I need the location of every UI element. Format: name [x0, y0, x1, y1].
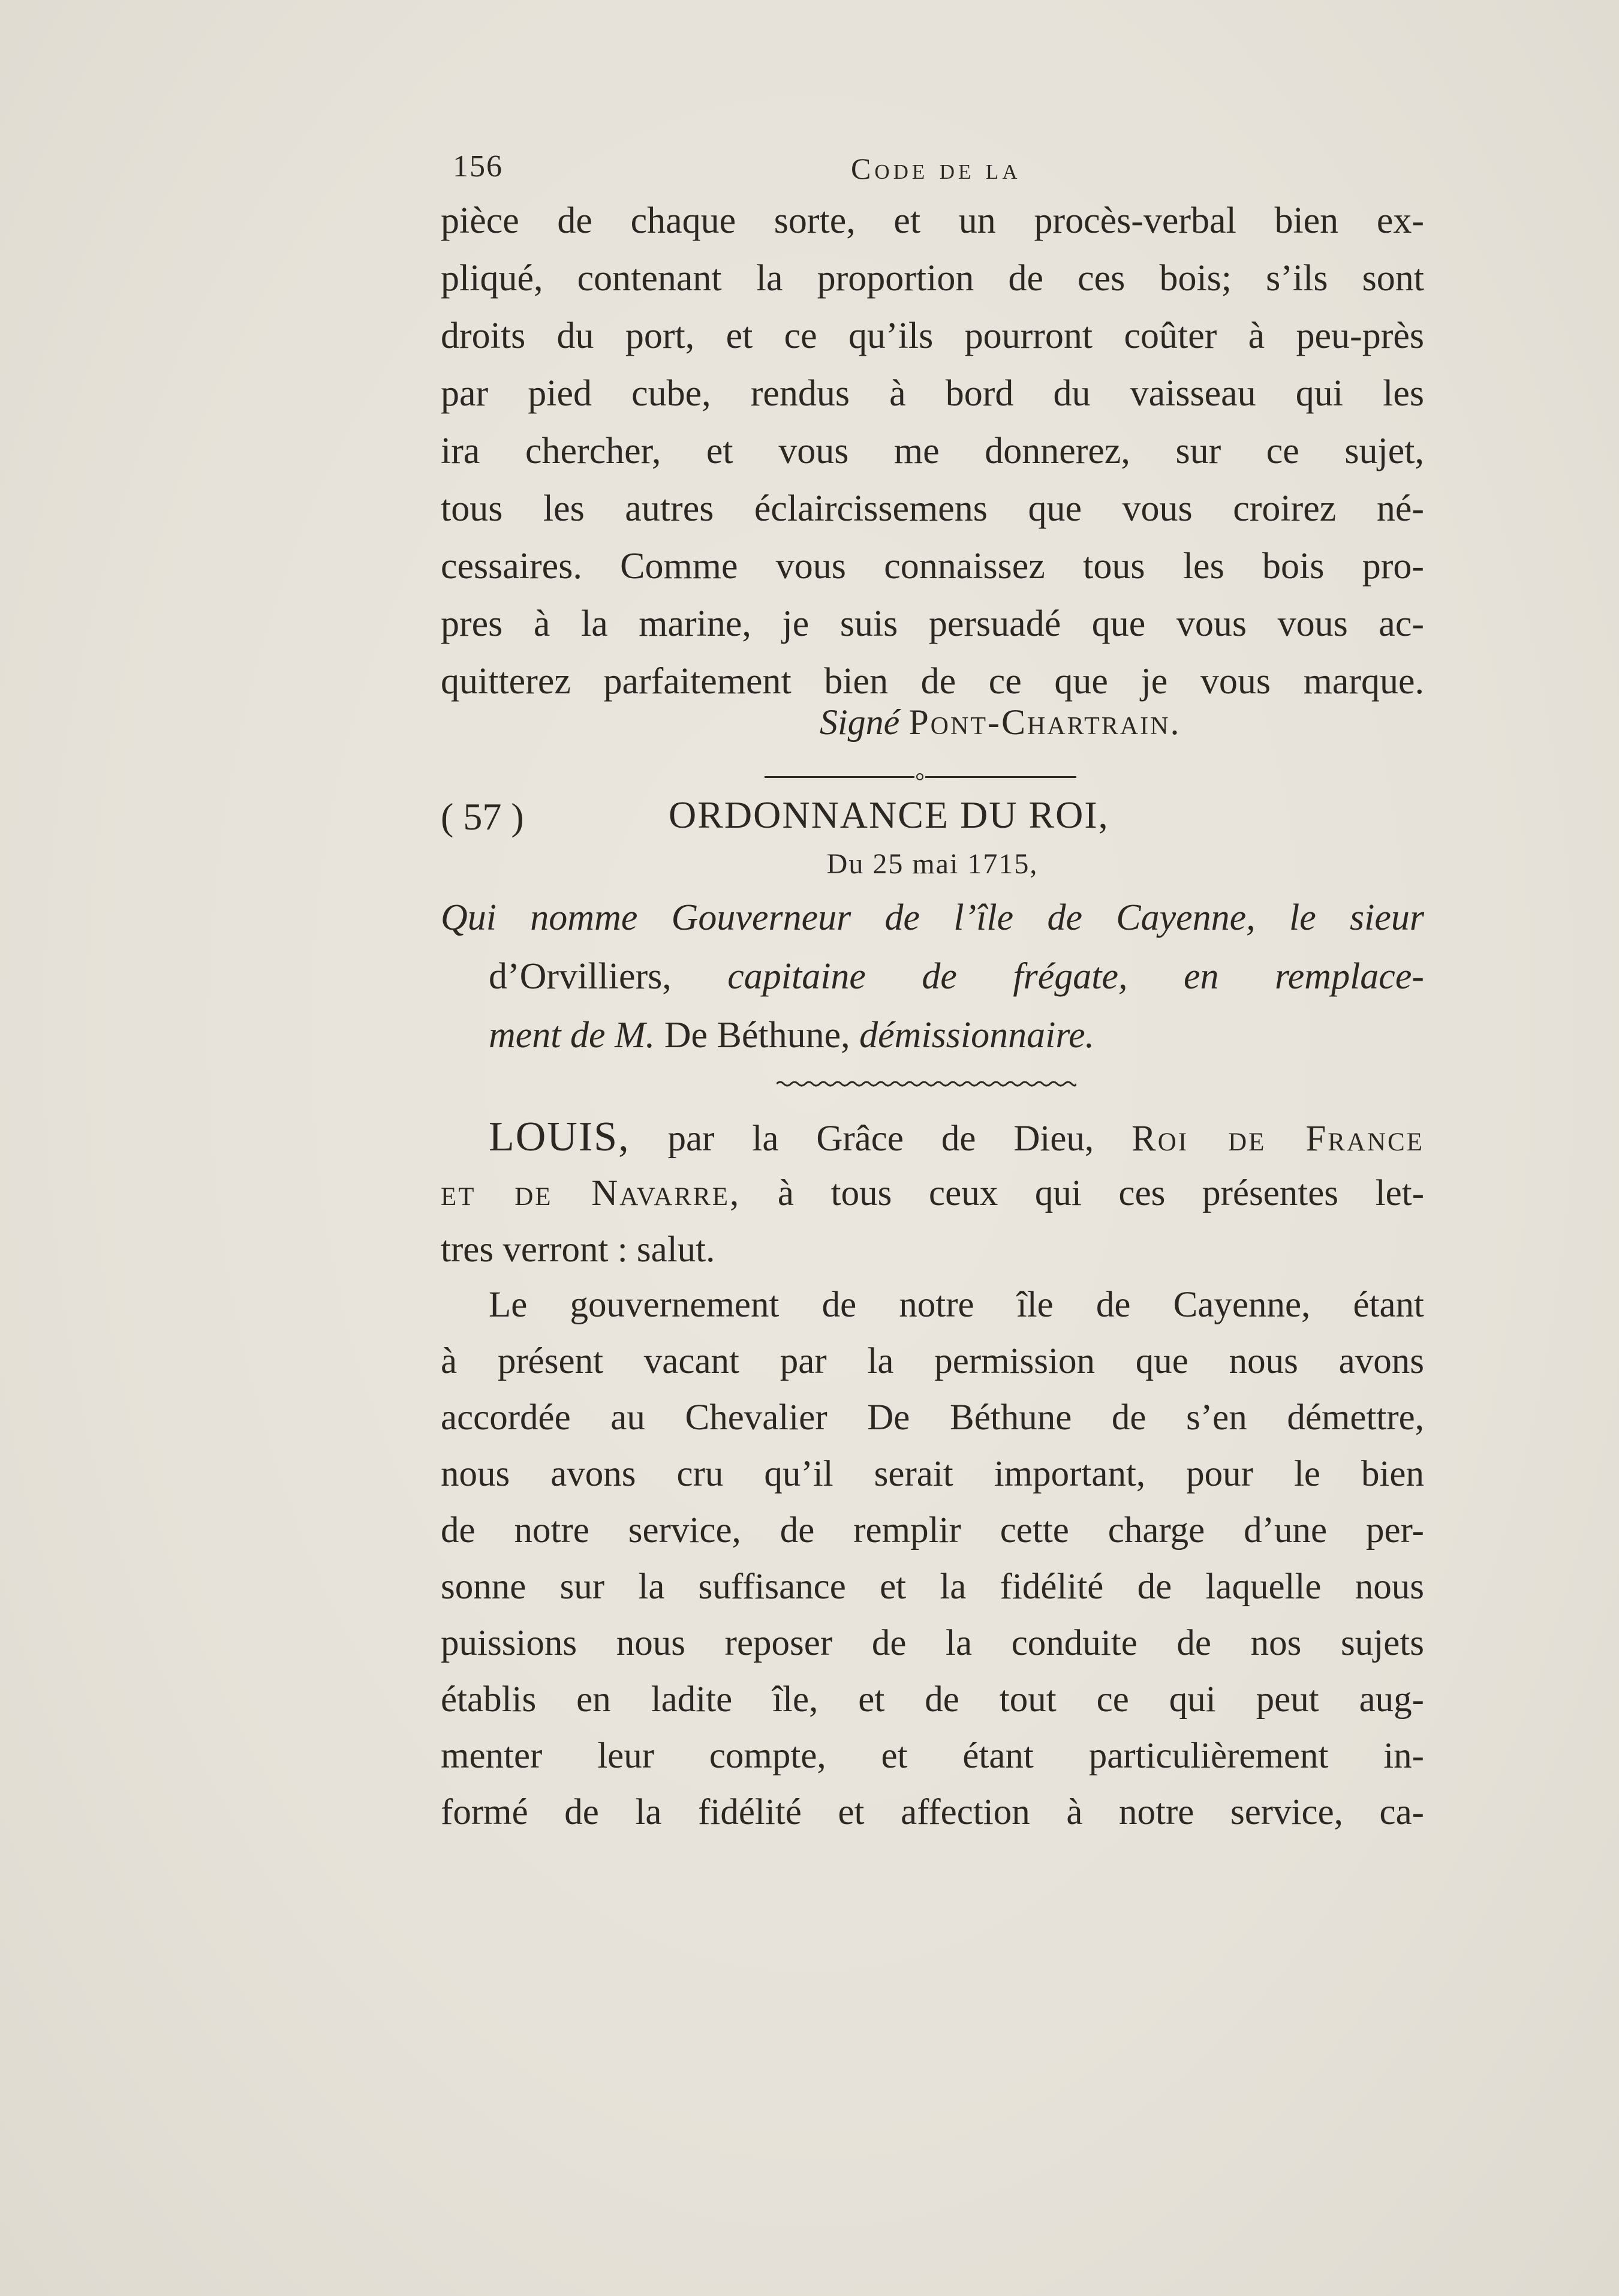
- ordonnance-subtitle-line: Qui nomme Gouverneur de l’île de Cayenne, le sieur: [441, 897, 1424, 938]
- section-divider: [765, 773, 1076, 781]
- louis-word: LOUIS,: [489, 1114, 630, 1160]
- text-line: ira chercher, et vous me donnerez, sur ce sujet,: [441, 431, 1424, 471]
- body-line: menter leur compte, et étant particulièrement in-: [441, 1736, 1424, 1776]
- ordonnance-subtitle-line: [489, 1011, 1424, 1059]
- signature-name: Pont-Chartrain.: [908, 702, 1181, 742]
- text-line: pièce de chaque sorte, et un procès-verbal bien ex-: [441, 200, 1424, 241]
- body-line: de notre service, de remplir cette charge d’une per-: [441, 1510, 1424, 1550]
- body-line: Le gouvernement de notre île de Cayenne, étant: [489, 1285, 1424, 1325]
- body-line: établis en ladite île, et de tout ce qui peut aug-: [441, 1679, 1424, 1720]
- ordonnance-title: ORDONNANCE DU ROI,: [669, 794, 1109, 836]
- body-line: tres verront : salut.: [441, 1230, 715, 1270]
- signature-word: Signé: [820, 702, 900, 742]
- body-text: à tous ceux qui ces présentes let-: [777, 1173, 1425, 1213]
- subtitle-text: démissionnaire.: [859, 1015, 1095, 1056]
- subtitle-text: capitaine de frégate, en remplace-: [727, 956, 1424, 997]
- page-header: [441, 149, 1424, 191]
- ordonnance-number: ( 57 ): [441, 795, 524, 838]
- person-name: De Béthune,: [664, 1015, 850, 1056]
- body-line: à présent vacant par la permission que nous avons: [441, 1341, 1424, 1381]
- body-line: [489, 1113, 1424, 1163]
- text-line: quitterez parfaitement bien de ce que je vous marque.: [441, 661, 1424, 702]
- body-line: sonne sur la suffisance et la fidélité de laquelle nous: [441, 1567, 1424, 1607]
- body-line: puissions nous reposer de la conduite de nos sujets: [441, 1623, 1424, 1663]
- signature: [820, 702, 1181, 743]
- text-line: pliqué, contenant la proportion de ces bois; s’ils sont: [441, 258, 1424, 299]
- body-text: par la Grâce de Dieu,: [667, 1119, 1094, 1159]
- text-line: par pied cube, rendus à bord du vaisseau qui les: [441, 373, 1424, 414]
- royal-title: Roi de France: [1132, 1119, 1425, 1159]
- body-line: nous avons cru qu’il serait important, pour le bien: [441, 1454, 1424, 1494]
- text-line: cessaires. Comme vous connaissez tous les bois pro-: [441, 546, 1424, 587]
- body-line: accordée au Chevalier De Béthune de s’en démettre,: [441, 1398, 1424, 1438]
- royal-title: et de Navarre,: [441, 1173, 741, 1213]
- subtitle-text: ment de M.: [489, 1015, 655, 1056]
- text-line: tous les autres éclaircissemens que vous croirez né-: [441, 488, 1424, 529]
- wavy-divider: [777, 1080, 1076, 1088]
- page-number: 156: [453, 149, 503, 184]
- body-line: formé de la fidélité et affection à notre service, ca-: [441, 1792, 1424, 1832]
- text-line: droits du port, et ce qu’ils pourront coûter à peu-près: [441, 315, 1424, 356]
- body-line: [441, 1170, 1424, 1218]
- running-title: Code de la: [851, 152, 1021, 185]
- ordonnance-date: Du 25 mai 1715,: [826, 848, 1039, 880]
- person-name: d’Orvilliers,: [489, 956, 672, 997]
- text-line: pres à la marine, je suis persuadé que vous vous ac-: [441, 603, 1424, 644]
- ordonnance-subtitle-line: [489, 952, 1424, 1000]
